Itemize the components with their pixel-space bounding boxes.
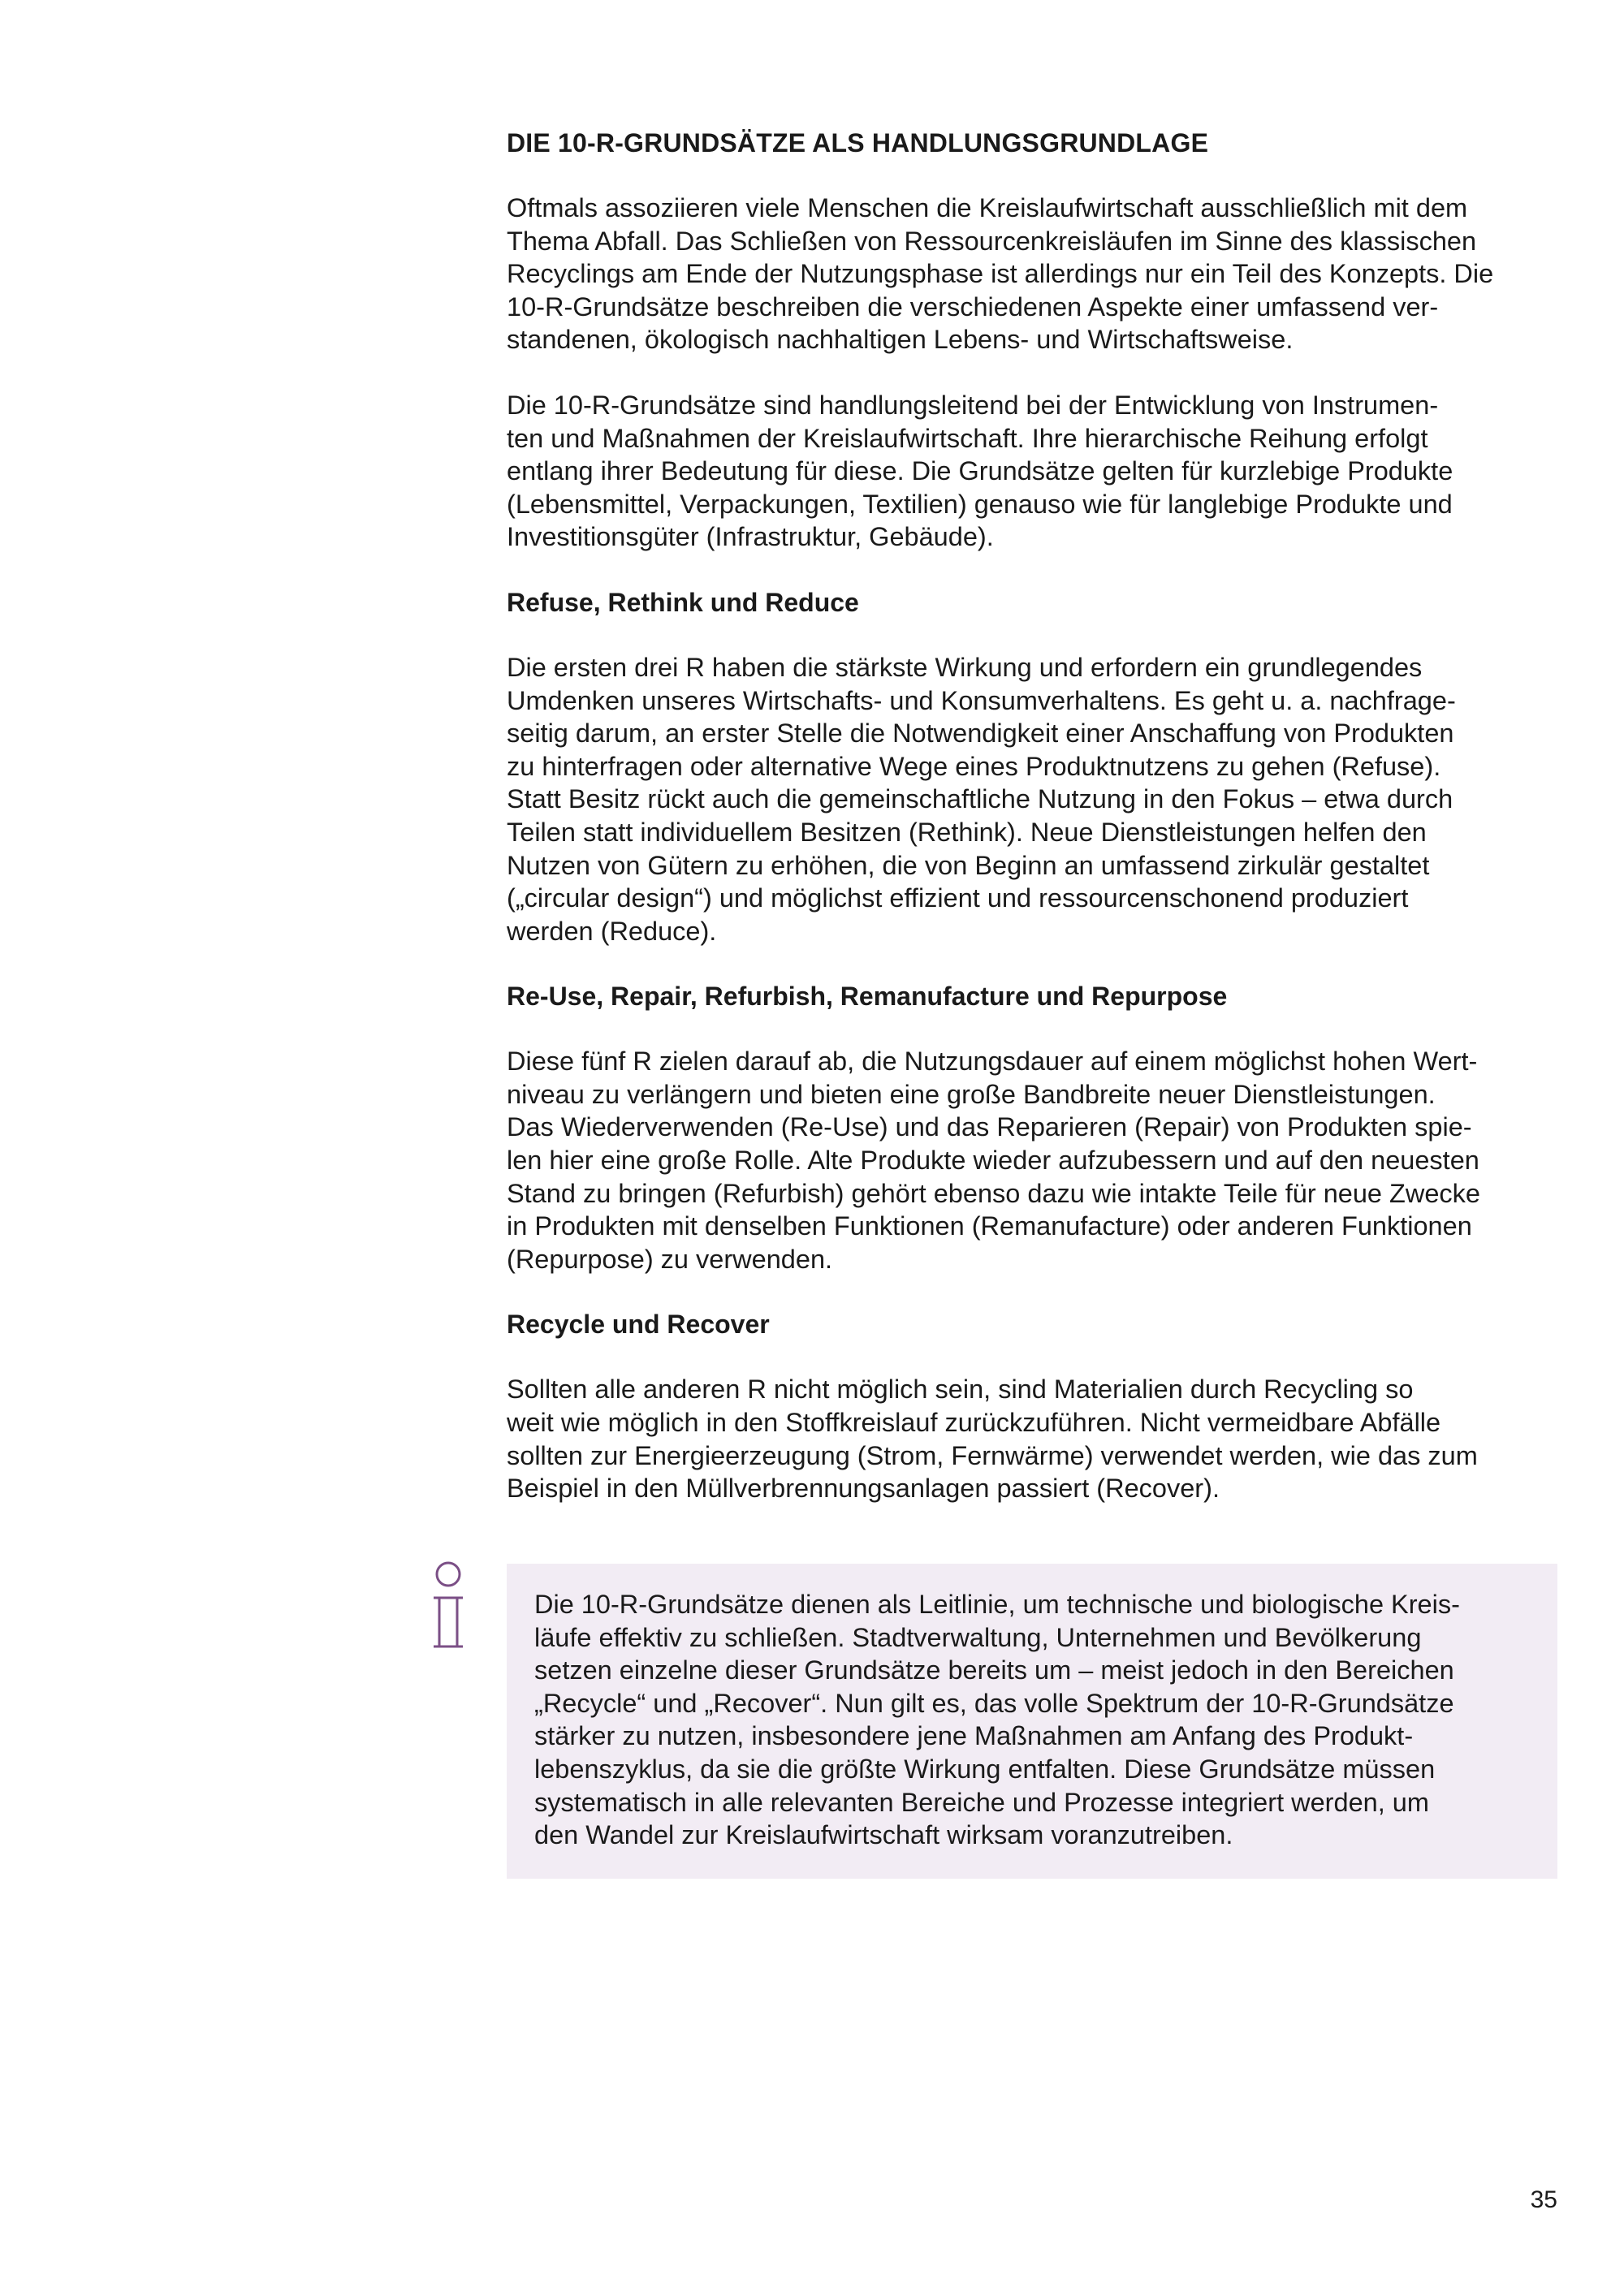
text-line: 10-R-Grundsätze beschreiben die verschiedenen Aspekte einer umfassend ver- [507, 291, 1439, 322]
text-line: entlang ihrer Bedeutung für diese. Die Grundsätze gelten für kurzlebige Produkte [507, 456, 1453, 486]
section-heading-refuse-rethink-reduce: Refuse, Rethink und Reduce [507, 587, 859, 617]
section-paragraph-refuse-rethink-reduce [507, 651, 1559, 947]
section-heading-recycle-recover: Recycle und Recover [507, 1310, 770, 1340]
text-line: weit wie möglich in den Stoffkreislauf zurückzuführen. Nicht vermeidbare Abfälle [507, 1408, 1441, 1438]
text-line: Teilen statt individuellem Besitzen (Rethink). Neue Dienstleistungen helfen den [507, 817, 1427, 847]
text-line: Recyclings am Ende der Nutzungsphase ist allerdings nur ein Teil des Konzepts. Die [507, 259, 1494, 289]
text-line: ten und Maßnahmen der Kreislaufwirtschaft. Ihre hierarchische Reihung erfolgt [507, 423, 1428, 453]
text-line: Die 10-R-Grundsätze dienen als Leitlinie, um technische und biologische Kreis- [534, 1590, 1460, 1619]
text-line: Sollten alle anderen R nicht möglich sein, sind Materialien durch Recycling so [507, 1375, 1414, 1405]
text-line: zu hinterfragen oder alternative Wege eines Produktnutzens zu gehen (Refuse). [507, 751, 1441, 781]
text-line: Die 10-R-Grundsätze sind handlungsleitend bei der Entwicklung von Instrumen- [507, 390, 1439, 420]
text-line: werden (Reduce). [507, 916, 717, 946]
page-title: DIE 10-R-GRUNDSÄTZE ALS HANDLUNGSGRUNDLAGE [507, 128, 1209, 158]
text-line: Thema Abfall. Das Schließen von Ressourcenkreisläufen im Sinne des klassischen [507, 226, 1477, 256]
text-line: lebenszyklus, da sie die größte Wirkung entfalten. Diese Grundsätze müssen [534, 1754, 1436, 1784]
section-paragraph-reuse-repair [507, 1045, 1559, 1275]
text-line: seitig darum, an erster Stelle die Notwendigkeit einer Anschaffung von Produkten [507, 719, 1454, 749]
text-line: Umdenken unseres Wirtschafts- und Konsumverhaltens. Es geht u. a. nachfrage- [507, 685, 1456, 715]
text-line: Diese fünf R zielen darauf ab, die Nutzungsdauer auf einem möglichst hohen Wert- [507, 1047, 1478, 1077]
text-line: Das Wiederverwenden (Re-Use) und das Reparieren (Repair) von Produkten spie- [507, 1112, 1472, 1142]
info-box-text [534, 1588, 1533, 1852]
info-box [507, 1564, 1557, 1879]
text-line: setzen einzelne dieser Grundsätze bereits um – meist jedoch in den Bereichen [534, 1655, 1454, 1685]
text-line: stärker zu nutzen, insbesondere jene Maßnahmen am Anfang des Produkt- [534, 1721, 1414, 1751]
text-line: len hier eine große Rolle. Alte Produkte wieder aufzubessern und auf den neuesten [507, 1146, 1479, 1176]
main-content [507, 123, 1559, 1538]
text-line: läufe effektiv zu schließen. Stadtverwaltung, Unternehmen und Bevölkerung [534, 1622, 1422, 1652]
text-line: „Recycle“ und „Recover“. Nun gilt es, das volle Spektrum der 10-R-Grundsätze [534, 1688, 1454, 1718]
text-line: niveau zu verlängern und bieten eine große Bandbreite neuer Dienstleistungen. [507, 1079, 1436, 1109]
text-line: systematisch in alle relevanten Bereiche und Prozesse integriert werden, um [534, 1787, 1429, 1817]
text-line: Investitionsgüter (Infrastruktur, Gebäude). [507, 522, 994, 552]
section-heading-reuse-repair: Re-Use, Repair, Refurbish, Remanufacture und Repurpose [507, 982, 1228, 1012]
section-paragraph-recycle-recover [507, 1373, 1559, 1504]
text-line: Statt Besitz rückt auch die gemeinschaftliche Nutzung in den Fokus – etwa durch [507, 784, 1453, 814]
text-line: Stand zu bringen (Refurbish) gehört ebenso dazu wie intakte Teile für neue Zwecke [507, 1178, 1480, 1208]
text-line: Nutzen von Gütern zu erhöhen, die von Beginn an umfassend zirkulär gestaltet [507, 850, 1430, 880]
intro-paragraph [507, 192, 1559, 356]
text-line: (Repurpose) zu verwenden. [507, 1244, 833, 1274]
text-line: Die ersten drei R haben die stärkste Wirkung und erfordern ein grundlegendes [507, 652, 1423, 682]
text-line: („circular design“) und möglichst effizient und ressourcenschonend produziert [507, 883, 1409, 913]
page-number: 35 [1530, 2186, 1557, 2213]
info-icon [430, 1560, 466, 1651]
text-line: standenen, ökologisch nachhaltigen Lebens- und Wirtschaftsweise. [507, 325, 1294, 355]
text-line: den Wandel zur Kreislaufwirtschaft wirksam voranzutreiben. [534, 1820, 1233, 1850]
text-line: in Produkten mit denselben Funktionen (Remanufacture) oder anderen Funktionen [507, 1211, 1472, 1241]
principles-paragraph [507, 389, 1559, 554]
text-line: Oftmals assoziieren viele Menschen die Kreislaufwirtschaft ausschließlich mit dem [507, 193, 1468, 222]
text-line: Beispiel in den Müllverbrennungsanlagen passiert (Recover). [507, 1474, 1220, 1504]
text-line: (Lebensmittel, Verpackungen, Textilien) genauso wie für langlebige Produkte und [507, 489, 1453, 519]
text-line: sollten zur Energieerzeugung (Strom, Fernwärme) verwendet werden, wie das zum [507, 1440, 1478, 1470]
